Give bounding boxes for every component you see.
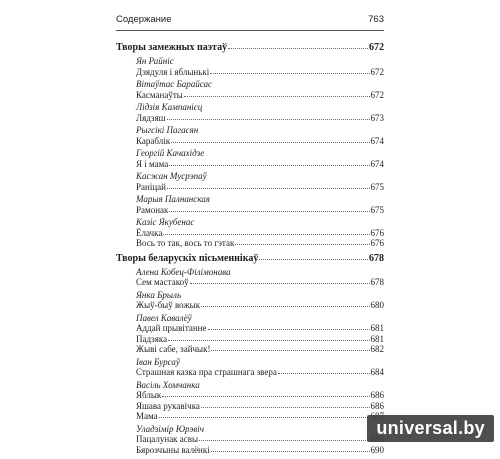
header-title: Содержание bbox=[116, 14, 172, 25]
dot-leader bbox=[171, 136, 369, 143]
work-entry-title: Мама bbox=[136, 411, 158, 421]
work-entry[interactable] bbox=[116, 411, 384, 422]
author-block bbox=[116, 290, 384, 311]
work-entry-page: 678 bbox=[370, 277, 384, 287]
work-entry-title: Касманаўты bbox=[136, 89, 183, 100]
header-rule bbox=[116, 30, 384, 31]
author-block bbox=[116, 148, 384, 169]
author-name: Янка Брыль bbox=[136, 289, 182, 300]
dot-leader bbox=[235, 238, 369, 245]
dot-leader bbox=[208, 323, 370, 330]
author-name: Казіс Якубенас bbox=[136, 217, 195, 227]
section-entry[interactable] bbox=[116, 42, 384, 54]
work-entry[interactable] bbox=[116, 182, 384, 193]
work-entry-page: 684 bbox=[370, 367, 384, 377]
toc-section bbox=[116, 42, 384, 249]
author-name: Алена Кобец-Філімонава bbox=[136, 266, 231, 277]
work-entry-title: Жыў-быў вожык bbox=[136, 300, 201, 310]
dot-leader bbox=[201, 300, 369, 307]
author-block bbox=[116, 267, 384, 288]
work-entry-title: Падзяка bbox=[136, 333, 168, 344]
author-block bbox=[116, 380, 384, 422]
work-entry-title: Вось то так, вось то гэтак bbox=[136, 238, 235, 248]
work-entry[interactable] bbox=[116, 323, 384, 334]
dot-leader bbox=[184, 90, 370, 97]
dot-leader bbox=[199, 434, 369, 441]
toc-section bbox=[116, 253, 384, 456]
author-name: Рыгсікі Пагасян bbox=[136, 125, 199, 135]
dot-leader bbox=[167, 182, 370, 189]
work-entry-title: Сем мастакоў bbox=[136, 277, 189, 287]
work-entry[interactable] bbox=[116, 228, 384, 239]
work-entry-page: 676 bbox=[370, 238, 384, 248]
dot-leader bbox=[159, 411, 370, 418]
running-header bbox=[116, 14, 384, 25]
work-entry[interactable] bbox=[116, 136, 384, 147]
author-block bbox=[116, 357, 384, 378]
dot-leader bbox=[211, 344, 369, 351]
work-entry-page: 676 bbox=[370, 227, 384, 238]
author-block bbox=[116, 313, 384, 355]
work-entry[interactable] bbox=[116, 367, 384, 378]
work-entry-page: 674 bbox=[370, 158, 384, 169]
dot-leader bbox=[201, 401, 370, 408]
dot-leader bbox=[162, 390, 369, 397]
work-entry-page: 686 bbox=[370, 390, 384, 400]
work-entry-page: 674 bbox=[370, 135, 384, 146]
author-block bbox=[116, 194, 384, 215]
work-entry[interactable] bbox=[116, 300, 384, 311]
work-entry-title: Пацалунак асвы bbox=[136, 434, 199, 444]
work-entry-title: Аддай прывітанне bbox=[136, 323, 207, 333]
work-entry-title: Раніцай bbox=[136, 181, 166, 192]
work-entry[interactable] bbox=[116, 159, 384, 170]
work-entry[interactable] bbox=[116, 277, 384, 288]
author-name: Марыя Палнанская bbox=[136, 194, 210, 204]
work-entry-title: Я і мама bbox=[136, 158, 169, 169]
author-name: Касжан Мусрэпаў bbox=[136, 171, 207, 181]
author-name: Вітаўтас Барайсас bbox=[136, 79, 213, 89]
work-entry[interactable] bbox=[116, 401, 384, 412]
work-entry-page: 672 bbox=[370, 66, 384, 77]
table-of-contents bbox=[116, 42, 384, 459]
dot-leader bbox=[169, 159, 369, 166]
author-name: Уладзімір Юрэвіч bbox=[136, 423, 205, 434]
work-entry-title: Ёлачка bbox=[136, 227, 163, 238]
work-entry[interactable] bbox=[116, 334, 384, 345]
work-entry[interactable] bbox=[116, 390, 384, 401]
section-entry-title: Творы замежных паэтаў bbox=[116, 42, 228, 53]
dot-leader bbox=[228, 42, 368, 49]
author-name: Лідзія Кампанієц bbox=[136, 102, 203, 112]
author-name: Георгій Качахідзе bbox=[136, 148, 205, 158]
section-entry-title: Творы беларускіх пісьменнікаў bbox=[116, 252, 259, 264]
work-entry-page: 681 bbox=[370, 323, 384, 333]
work-entry-page: 686 bbox=[370, 400, 384, 411]
work-entry[interactable] bbox=[116, 90, 384, 101]
author-name: Павел Кавалёў bbox=[136, 312, 192, 323]
author-block bbox=[116, 217, 384, 249]
work-entry-page: 680 bbox=[370, 300, 384, 310]
section-entry-page: 672 bbox=[369, 42, 384, 53]
work-entry-title: Лядзяш bbox=[136, 112, 166, 123]
dot-leader bbox=[169, 205, 369, 212]
work-entry[interactable] bbox=[116, 67, 384, 78]
work-entry[interactable] bbox=[116, 205, 384, 216]
author-block bbox=[116, 424, 384, 456]
work-entry-title: Страшная казка пра страшнага звера bbox=[136, 367, 277, 377]
work-entry-title: Яшава рукавічка bbox=[136, 400, 200, 411]
author-block bbox=[116, 79, 384, 100]
section-entry[interactable] bbox=[116, 253, 384, 265]
author-name: Ян Райніс bbox=[136, 56, 174, 66]
watermark-logo: universal.by bbox=[367, 415, 494, 442]
work-entry[interactable] bbox=[116, 238, 384, 249]
work-entry-title: Жыві сабе, зайчык! bbox=[136, 344, 211, 354]
dot-leader bbox=[163, 228, 369, 235]
work-entry[interactable] bbox=[116, 434, 384, 445]
section-entry-page: 678 bbox=[369, 252, 384, 264]
author-name: Васіль Хомчанка bbox=[136, 379, 200, 390]
header-page-number: 763 bbox=[368, 14, 384, 25]
work-entry[interactable] bbox=[116, 113, 384, 124]
dot-leader bbox=[259, 253, 368, 260]
author-block bbox=[116, 125, 384, 146]
work-entry[interactable] bbox=[116, 344, 384, 355]
work-entry-page: 682 bbox=[370, 344, 384, 354]
dot-leader bbox=[167, 113, 370, 120]
work-entry-title: Дзядуля і яблынькі bbox=[136, 66, 210, 77]
work-entry-page: 672 bbox=[370, 89, 384, 100]
author-block bbox=[116, 102, 384, 123]
dot-leader bbox=[278, 367, 370, 374]
author-block bbox=[116, 56, 384, 77]
dot-leader bbox=[168, 334, 369, 341]
work-entry-page: 673 bbox=[370, 112, 384, 123]
work-entry-page: 690 bbox=[370, 444, 384, 455]
work-entry-title: Рамонак bbox=[136, 204, 169, 215]
author-block bbox=[116, 171, 384, 192]
work-entry-page: 675 bbox=[370, 204, 384, 215]
work-entry-title: Бярозчыны валёнкі bbox=[136, 444, 210, 455]
work-entry-page: 675 bbox=[370, 181, 384, 192]
dot-leader bbox=[190, 277, 370, 284]
work-entry-title: Яблык bbox=[136, 390, 162, 400]
author-name: Іван Бурсаў bbox=[136, 356, 180, 367]
dot-leader bbox=[211, 445, 370, 452]
dot-leader bbox=[210, 67, 369, 74]
work-entry-title: Караблік bbox=[136, 135, 171, 146]
work-entry-page: 681 bbox=[370, 333, 384, 344]
